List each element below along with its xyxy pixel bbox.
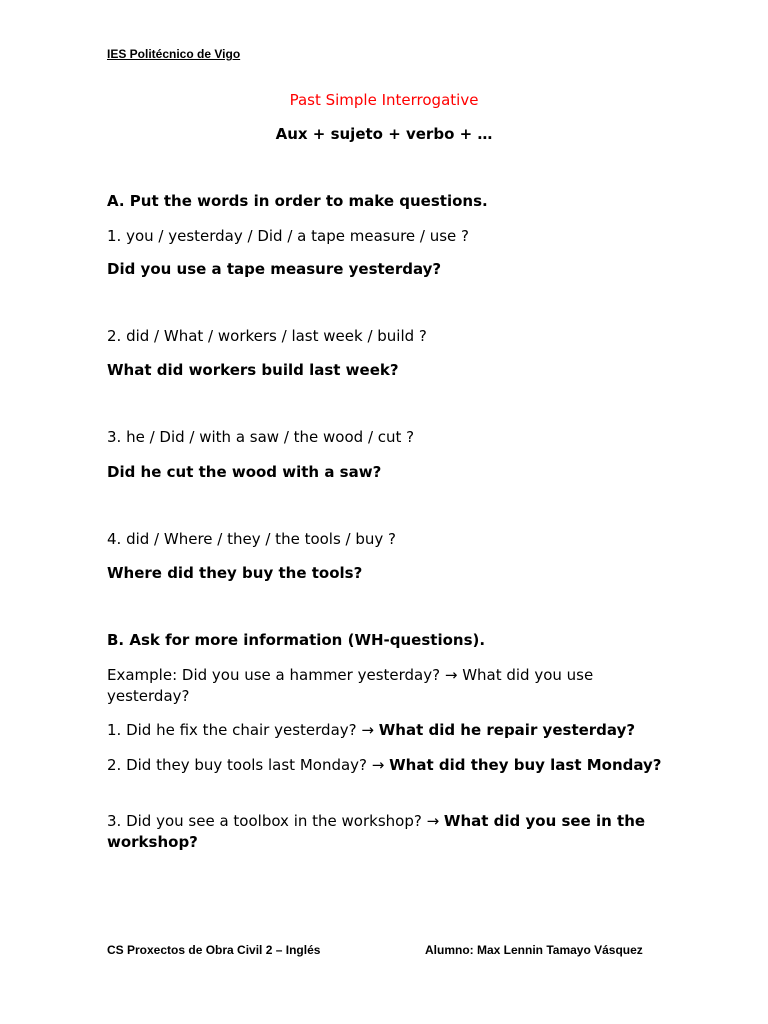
footer-course: CS Proxectos de Obra Civil 2 – Inglés [107,943,321,957]
question-prompt: 3. he / Did / with a saw / the wood / cut ? [107,428,415,446]
section-b-heading: B. Ask for more information (WH-questions). [107,631,486,649]
wh-question-item [107,720,662,741]
wh-question-prompt: 3. Did you see a toolbox in the workshop? → [107,812,444,830]
wh-question-prompt: 2. Did they buy tools last Monday? → [107,756,390,774]
footer-student: Alumno: Max Lennin Tamayo Vásquez [425,943,643,957]
wh-question-prompt: 1. Did he fix the chair yesterday? → [107,721,379,739]
wh-question-answer: What did he repair yesterday? [378,721,636,739]
question-prompt: 2. did / What / workers / last week / build ? [107,327,427,345]
school-name: IES Politécnico de Vigo [107,47,241,61]
wh-question-item [107,755,662,776]
question-prompt: 4. did / Where / they / the tools / buy ? [107,530,397,548]
question-answer: Did you use a tape measure yesterday? [107,260,442,278]
question-answer: What did workers build last week? [107,361,399,379]
wh-question-answer: What did you see in the workshop? [107,812,646,851]
question-answer: Where did they buy the tools? [107,564,363,582]
wh-question-item [107,811,662,853]
question-answer: Did he cut the wood with a saw? [107,463,382,481]
wh-question-answer: What did they buy last Monday? [389,756,662,774]
section-a-heading: A. Put the words in order to make questions. [107,192,488,210]
question-prompt: 1. you / yesterday / Did / a tape measure / use ? [107,227,470,245]
worksheet-title: Past Simple Interrogative [289,91,479,109]
grammar-formula: Aux + sujeto + verbo + … [275,125,493,143]
example-sentence: Example: Did you use a hammer yesterday? → What did you use yesterday? [107,666,594,705]
